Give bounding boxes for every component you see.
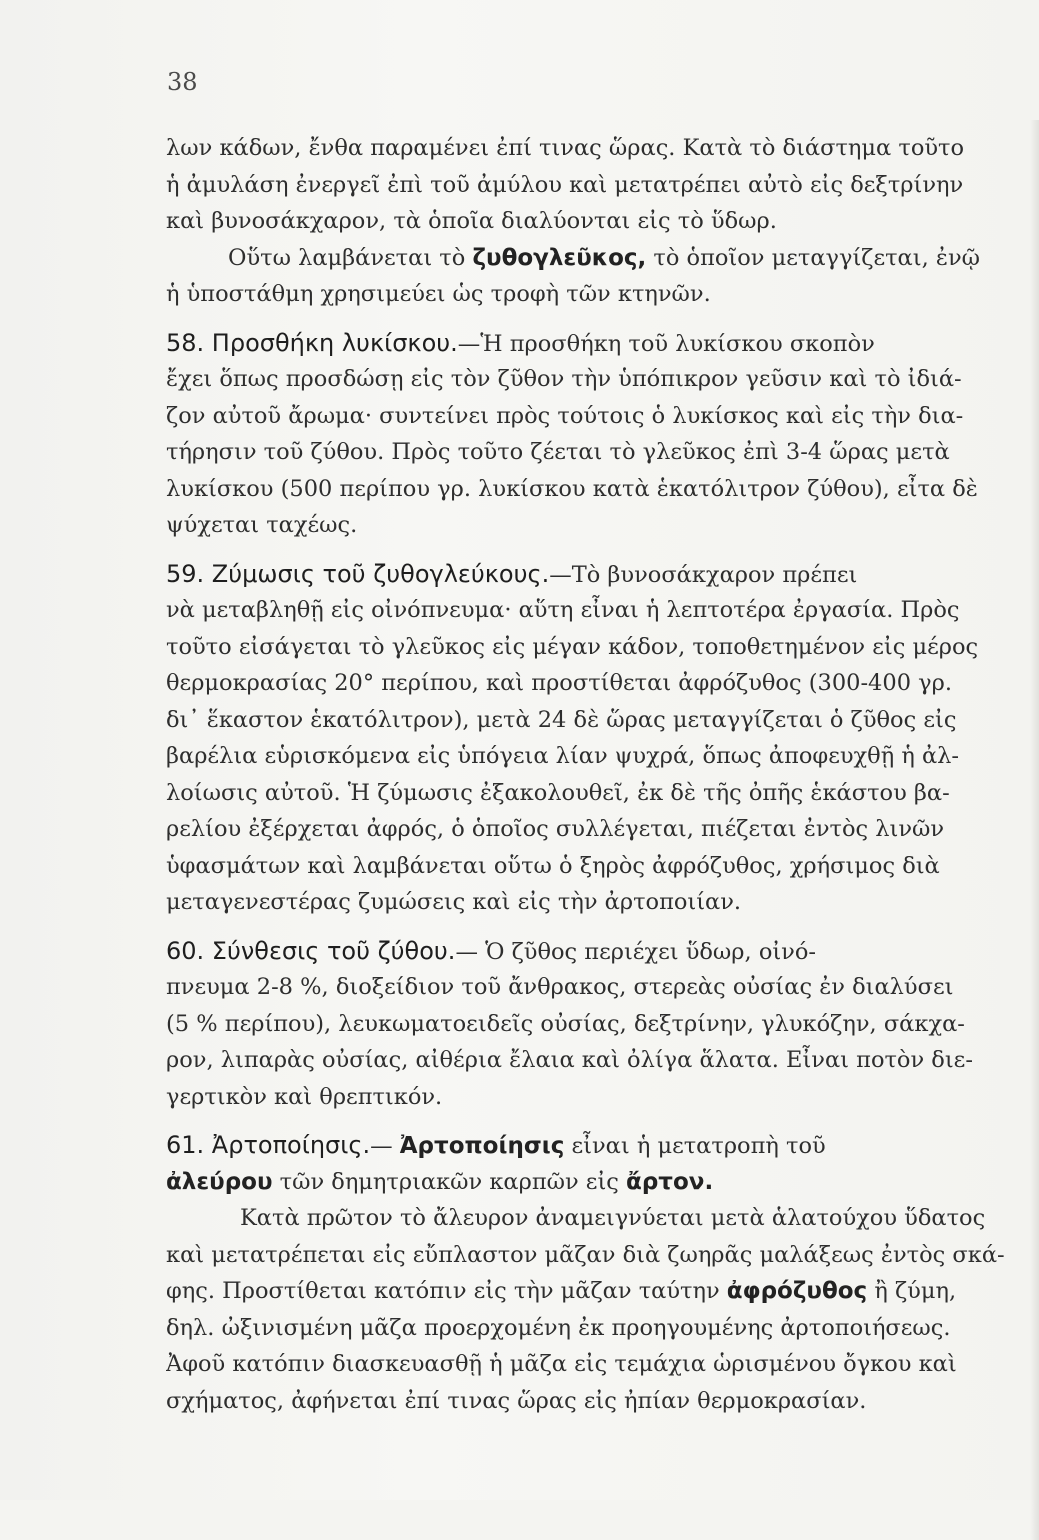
text-line: ψύχεται ταχέως. [166, 512, 358, 538]
text-line: ρελίου ἐξέρχεται ἀφρός, ὁ ὁποῖος συλλέγεται, πιέζεται ἐντὸς λινῶν [166, 816, 945, 842]
text-run: —Τὸ βυνοσάκχαρον πρέπει [549, 561, 858, 588]
text-line: ἡ ἀμυλάση ἐνεργεῖ ἐπὶ τοῦ ἀμύλου καὶ μετατρέπει αὐτὸ εἰς δεξτρίνην [166, 171, 964, 198]
text-run: φης. Προστίθεται κατόπιν εἰς τὴν μᾶζαν ταύτην [166, 1278, 727, 1304]
term-artopoiisis: Ἀρτοποίησις [399, 1133, 565, 1159]
text-line: καὶ μετατρέπεται εἰς εὔπλαστον μᾶζαν διὰ ζωηρᾶς μαλάξεως ἐντὸς σκά- [166, 1241, 1005, 1268]
text-run: — Ὁ ζῦθος περιέχει ὕδωρ, οἰνό- [455, 938, 817, 965]
text-line: γερτικὸν καὶ θρεπτικόν. [166, 1083, 443, 1110]
text-line: Ἀφοῦ κατόπιν διασκευασθῇ ἡ μᾶζα εἰς τεμάχια ὡρισμένου ὄγκου καὶ [166, 1351, 957, 1377]
section-heading-61: 61. Ἀρτοποίησις. [166, 1131, 371, 1159]
term-afrozythos: ἀφρόζυθος [726, 1278, 868, 1304]
text-line: σχήματος, ἀφήνεται ἐπί τινας ὥρας εἰς ἠπίαν θερμοκρασίαν. [166, 1387, 867, 1414]
text-line [166, 1164, 1039, 1201]
text-line [166, 240, 1039, 277]
text-line: νὰ μεταβληθῇ εἰς οἰνόπνευμα· αὕτη εἶναι ἡ λεπτοτέρα ἐργασία. Πρὸς [166, 597, 960, 623]
text-line: ζον αὐτοῦ ἄρωμα· συντείνει πρὸς τούτοις ὁ λυκίσκος καὶ εἰς τὴν δια- [166, 402, 964, 429]
section-60-first-line [166, 933, 1039, 970]
section-58-first-line [166, 325, 1039, 362]
text-run: εἶναι ἡ μετατροπὴ τοῦ [564, 1133, 826, 1159]
text-run: Οὕτω λαμβάνεται τὸ [228, 244, 473, 271]
text-run: —Ἡ προσθήκη τοῦ λυκίσκου σκοπὸν [457, 330, 875, 357]
body-text [166, 130, 1039, 1419]
text-run: τὸ ὁποῖον μεταγγίζεται, ἐνῷ [646, 244, 980, 271]
text-line: ρον, λιπαρὰς οὐσίας, αἰθέρια ἔλαια καὶ ὀλίγα ἅλατα. Εἶναι ποτὸν διε- [166, 1047, 973, 1073]
term-zythogleukos: ζυθογλεῦκος, [472, 244, 647, 271]
section-heading-59: 59. Ζύμωσις τοῦ ζυθογλεύκους. [166, 559, 550, 588]
text-run: — [370, 1133, 400, 1159]
text-line: ἔχει ὅπως προσδώσῃ εἰς τὸν ζῦθον τὴν ὑπόπικρον γεῦσιν καὶ τὸ ἰδιά- [166, 366, 962, 392]
section-heading-58: 58. Προσθήκη λυκίσκου. [166, 328, 458, 357]
text-line: (5 % περίπου), λευκωματοειδεῖς οὐσίας, δεξτρίνην, γλυκόζην, σάκχα- [166, 1010, 965, 1037]
section-59-first-line [166, 556, 1039, 593]
page-number: 38 [167, 68, 198, 96]
text-line: λων κάδων, ἔνθα παραμένει ἐπί τινας ὥρας. Κατὰ τὸ διάστημα τοῦτο [166, 135, 965, 161]
text-line: λοίωσις αὐτοῦ. Ἡ ζύμωσις ἐξακολουθεῖ, ἐκ δὲ τῆς ὀπῆς ἑκάστου βα- [166, 779, 950, 806]
term-arton: ἄρτον. [626, 1168, 714, 1195]
text-line: θερμοκρασίας 20° περίπου, καὶ προστίθεται ἀφρόζυθος (300-400 γρ. [166, 670, 952, 696]
text-line: βαρέλια εὑρισκόμενα εἰς ὑπόγεια λίαν ψυχρά, ὅπως ἀποφευχθῇ ἡ ἀλ- [166, 743, 960, 769]
text-line: τοῦτο εἰσάγεται τὸ γλεῦκος εἰς μέγαν κάδον, τοποθετημένον εἰς μέρος [166, 633, 979, 660]
text-line: Κατὰ πρῶτον τὸ ἄλευρον ἀναμειγνύεται μετὰ ἁλατούχου ὕδατος [240, 1205, 986, 1231]
text-line: μεταγενεστέρας ζυμώσεις καὶ εἰς τὴν ἀρτοποιίαν. [166, 889, 742, 915]
term-aleurou: ἀλεύρου [166, 1168, 273, 1195]
text-run: τῶν δημητριακῶν καρπῶν εἰς [272, 1168, 627, 1195]
text-line: καὶ βυνοσάκχαρον, τὰ ὁποῖα διαλύονται εἰς τὸ ὕδωρ. [166, 208, 777, 234]
text-run: ἢ ζύμη, [867, 1278, 957, 1304]
text-line: δηλ. ὠξινισμένη μᾶζα προερχομένη ἐκ προηγουμένης ἀρτοποιήσεως. [166, 1314, 951, 1341]
text-line: τήρησιν τοῦ ζύθου. Πρὸς τοῦτο ζέεται τὸ γλεῦκος ἐπὶ 3-4 ὥρας μετὰ [166, 439, 950, 465]
text-line [166, 1273, 1039, 1310]
text-line: δι᾽ ἕκαστον ἑκατόλιτρον), μετὰ 24 δὲ ὥρας μεταγγίζεται ὁ ζῦθος εἰς [166, 706, 957, 733]
text-line: ἡ ὑποστάθμη χρησιμεύει ὡς τροφὴ τῶν κτηνῶν. [166, 281, 711, 307]
text-line: λυκίσκου (500 περίπου γρ. λυκίσκου κατὰ ἑκατόλιτρον ζύθου), εἶτα δὲ [166, 475, 978, 502]
section-61-first-line [166, 1127, 1039, 1164]
page-edge-shadow [1030, 120, 1039, 1540]
text-line: ὑφασμάτων καὶ λαμβάνεται οὕτω ὁ ξηρὸς ἀφρόζυθος, χρήσιμος διὰ [166, 852, 940, 879]
section-heading-60: 60. Σύνθεσις τοῦ ζύθου. [166, 936, 456, 965]
text-line: πνευμα 2-8 %, διοξείδιον τοῦ ἄνθρακος, στερεὰς οὐσίας ἐν διαλύσει [166, 974, 954, 1000]
